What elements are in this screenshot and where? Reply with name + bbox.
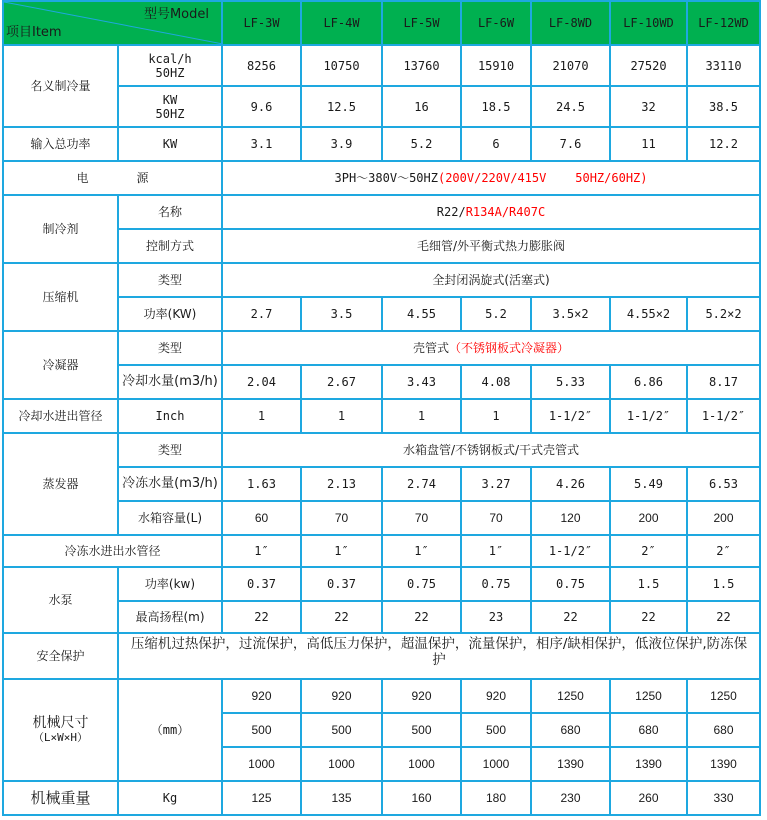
sub-label: 水箱容量(L): [118, 501, 222, 535]
value-cell: 22: [222, 601, 301, 633]
value-cell: 12.2: [687, 127, 760, 161]
value-cell: 1-1/2″: [610, 399, 687, 433]
label-part: 源: [136, 171, 149, 185]
unit-cell: （mm）: [118, 679, 222, 781]
unit-line: KW: [162, 92, 178, 107]
sub-label: 类型: [118, 263, 222, 297]
value-cell: 32: [610, 86, 687, 127]
value-cell: 6.53: [687, 467, 760, 501]
value-cell: 15910: [461, 45, 531, 86]
value-cell: 2.74: [382, 467, 461, 501]
value-cell: 1250: [687, 679, 760, 713]
row-label: 输入总功率: [3, 127, 118, 161]
value-cell: 920: [461, 679, 531, 713]
power-supply-options: (200V/220V/415V 50HZ/60HZ): [437, 171, 648, 185]
corner-item-label: 项目Item: [6, 25, 62, 40]
unit-line: 50HZ: [155, 65, 185, 80]
value-cell: 1″: [382, 535, 461, 567]
value-cell: 4.26: [531, 467, 610, 501]
value-cell: 9.6: [222, 86, 301, 127]
value-cell: 5.49: [610, 467, 687, 501]
value-cell: 2″: [687, 535, 760, 567]
value-cell: 1: [461, 399, 531, 433]
table-row: [3, 263, 760, 297]
value-cell: 60: [222, 501, 301, 535]
evaporator-type-value: 水箱盘管/不锈钢板式/干式壳管式: [222, 433, 760, 467]
unit-line: kcal/h: [148, 51, 192, 66]
value-cell: 500: [222, 713, 301, 747]
value-cell: 3.9: [301, 127, 382, 161]
value-cell: 1250: [610, 679, 687, 713]
value-cell: 22: [382, 601, 461, 633]
value-cell: 2.13: [301, 467, 382, 501]
value-cell: 920: [301, 679, 382, 713]
value-cell: 1390: [687, 747, 760, 781]
value-cell: 2.67: [301, 365, 382, 399]
value-cell: 5.2×2: [687, 297, 760, 331]
sub-label: 功率(kw): [118, 567, 222, 601]
row-label: 制冷剂: [3, 195, 118, 263]
refrigerant-value: [222, 195, 760, 229]
refrigerant-options: R134A/R407C: [465, 205, 546, 219]
row-label: [3, 161, 222, 195]
value-cell: 135: [301, 781, 382, 815]
value-cell: 1: [301, 399, 382, 433]
value-cell: 6: [461, 127, 531, 161]
control-value: 毛细管/外平衡式热力膨胀阀: [222, 229, 760, 263]
sub-label: 冷却水量(m3/h): [118, 365, 222, 399]
value-cell: 1000: [222, 747, 301, 781]
row-label: 冷凝器: [3, 331, 118, 399]
value-cell: 5.33: [531, 365, 610, 399]
unit-line: 50HZ: [155, 106, 185, 121]
dimensions-sublabel: （L×W×H）: [32, 730, 89, 744]
model-header: LF-6W: [461, 1, 531, 45]
dimensions-label: 机械尺寸: [32, 714, 89, 731]
value-cell: 1-1/2″: [687, 399, 760, 433]
value-cell: 1″: [222, 535, 301, 567]
value-cell: 5.2: [382, 127, 461, 161]
value-cell: 21070: [531, 45, 610, 86]
value-cell: 1390: [531, 747, 610, 781]
sub-label: 冷冻水量(m3/h): [118, 467, 222, 501]
value-cell: 0.75: [382, 567, 461, 601]
compressor-type-value: 全封闭涡旋式(活塞式): [222, 263, 760, 297]
table-row: [3, 567, 760, 601]
value-cell: 1″: [301, 535, 382, 567]
value-cell: 1000: [301, 747, 382, 781]
value-cell: 500: [301, 713, 382, 747]
sub-label: 类型: [118, 433, 222, 467]
value-cell: 8256: [222, 45, 301, 86]
value-cell: 260: [610, 781, 687, 815]
table-row: [3, 161, 760, 195]
value-cell: 0.37: [222, 567, 301, 601]
unit-cell: Inch: [118, 399, 222, 433]
value-cell: 1000: [382, 747, 461, 781]
value-cell: 0.37: [301, 567, 382, 601]
value-cell: 1: [222, 399, 301, 433]
value-cell: 120: [531, 501, 610, 535]
value-cell: 160: [382, 781, 461, 815]
refrigerant-standard: R22/: [436, 205, 466, 219]
value-cell: 920: [382, 679, 461, 713]
table-row: [3, 633, 760, 679]
value-cell: 500: [461, 713, 531, 747]
value-cell: 5.2: [461, 297, 531, 331]
table-row: [3, 195, 760, 229]
model-header: LF-10WD: [610, 1, 687, 45]
sub-label: 控制方式: [118, 229, 222, 263]
table-row: [3, 433, 760, 467]
value-cell: 1.63: [222, 467, 301, 501]
value-cell: 125: [222, 781, 301, 815]
value-cell: 330: [687, 781, 760, 815]
model-header: LF-12WD: [687, 1, 760, 45]
value-cell: 33110: [687, 45, 760, 86]
value-cell: 38.5: [687, 86, 760, 127]
value-cell: 24.5: [531, 86, 610, 127]
spec-table: [2, 0, 761, 816]
row-label: 水泵: [3, 567, 118, 633]
value-cell: 230: [531, 781, 610, 815]
model-header: LF-8WD: [531, 1, 610, 45]
unit-cell: [118, 45, 222, 86]
value-cell: 6.86: [610, 365, 687, 399]
table-row: [3, 535, 760, 567]
value-cell: 180: [461, 781, 531, 815]
value-cell: 23: [461, 601, 531, 633]
value-cell: 70: [382, 501, 461, 535]
sub-label: 名称: [118, 195, 222, 229]
value-cell: 3.5×2: [531, 297, 610, 331]
value-cell: 11: [610, 127, 687, 161]
row-label: 安全保护: [3, 633, 118, 679]
condenser-option: （不锈钢板式冷凝器）: [449, 341, 570, 355]
value-cell: 3.1: [222, 127, 301, 161]
value-cell: 27520: [610, 45, 687, 86]
table-row: [3, 45, 760, 86]
value-cell: 1: [382, 399, 461, 433]
row-label: [3, 679, 118, 781]
row-label: 压缩机: [3, 263, 118, 331]
value-cell: 1390: [610, 747, 687, 781]
value-cell: 500: [382, 713, 461, 747]
value-cell: 18.5: [461, 86, 531, 127]
value-cell: 680: [687, 713, 760, 747]
sub-label: 类型: [118, 331, 222, 365]
value-cell: 70: [461, 501, 531, 535]
model-header: LF-4W: [301, 1, 382, 45]
value-cell: 12.5: [301, 86, 382, 127]
value-cell: 7.6: [531, 127, 610, 161]
value-cell: 920: [222, 679, 301, 713]
value-cell: 4.55: [382, 297, 461, 331]
value-cell: 8.17: [687, 365, 760, 399]
row-label: 蒸发器: [3, 433, 118, 535]
model-header: LF-5W: [382, 1, 461, 45]
value-cell: 2.04: [222, 365, 301, 399]
row-label: 机械重量: [3, 781, 118, 815]
value-cell: 1250: [531, 679, 610, 713]
row-label: 冷却水进出管径: [3, 399, 118, 433]
sub-label: 最高扬程(m): [118, 601, 222, 633]
corner-model-label: 型号Model: [143, 7, 209, 22]
value-cell: 0.75: [531, 567, 610, 601]
value-cell: 680: [531, 713, 610, 747]
value-cell: 1.5: [687, 567, 760, 601]
value-cell: 4.08: [461, 365, 531, 399]
value-cell: 3.27: [461, 467, 531, 501]
value-cell: 3.43: [382, 365, 461, 399]
value-cell: 13760: [382, 45, 461, 86]
value-cell: 4.55×2: [610, 297, 687, 331]
value-cell: 0.75: [461, 567, 531, 601]
value-cell: 10750: [301, 45, 382, 86]
value-cell: 1000: [461, 747, 531, 781]
value-cell: 1-1/2″: [531, 535, 610, 567]
unit-cell: [118, 86, 222, 127]
value-cell: 200: [687, 501, 760, 535]
power-supply-value: [222, 161, 760, 195]
table-row: [3, 679, 760, 713]
label-part: 电: [76, 171, 89, 185]
value-cell: 2.7: [222, 297, 301, 331]
unit-cell: Kg: [118, 781, 222, 815]
table-row: [3, 399, 760, 433]
row-label: 冷冻水进出水管径: [3, 535, 222, 567]
value-cell: 22: [687, 601, 760, 633]
value-cell: 3.5: [301, 297, 382, 331]
value-cell: 22: [301, 601, 382, 633]
sub-label: 功率(KW): [118, 297, 222, 331]
value-cell: 2″: [610, 535, 687, 567]
value-cell: 1.5: [610, 567, 687, 601]
value-cell: 1″: [461, 535, 531, 567]
condenser-standard: 壳管式: [412, 341, 449, 355]
corner-header: [3, 1, 222, 45]
value-cell: 70: [301, 501, 382, 535]
value-cell: 22: [531, 601, 610, 633]
safety-value: 压缩机过热保护，过流保护，高低压力保护，超温保护，流量保护，相序/缺相保护，低液位保护,防冻保护: [118, 633, 760, 679]
table-row: [3, 331, 760, 365]
unit-cell: KW: [118, 127, 222, 161]
value-cell: 680: [610, 713, 687, 747]
row-label: 名义制冷量: [3, 45, 118, 127]
value-cell: 1-1/2″: [531, 399, 610, 433]
value-cell: 200: [610, 501, 687, 535]
model-header: LF-3W: [222, 1, 301, 45]
table-row: [3, 781, 760, 815]
value-cell: 16: [382, 86, 461, 127]
power-supply-standard: 3PH～380V～50HZ: [334, 171, 438, 185]
table-row: [3, 127, 760, 161]
condenser-type-value: [222, 331, 760, 365]
value-cell: 22: [610, 601, 687, 633]
header-row: [3, 1, 760, 45]
